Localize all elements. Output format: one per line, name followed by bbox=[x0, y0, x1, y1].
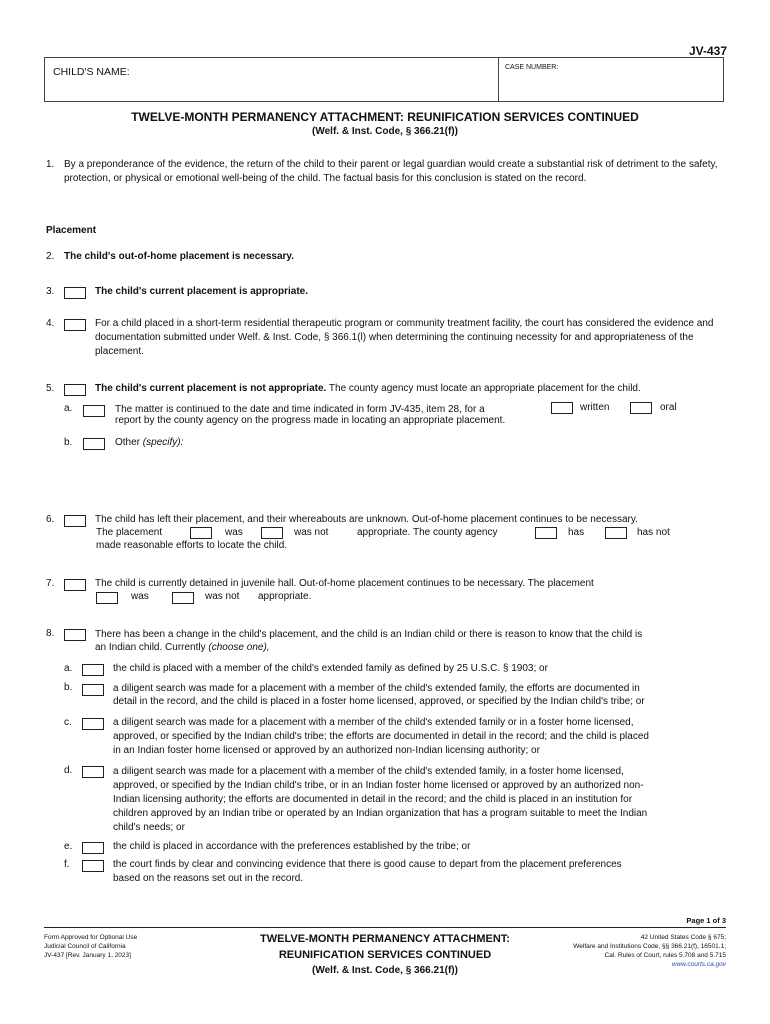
item-8b-line1: a diligent search was made for a placement with a member of the child's extended family, the efforts are documented in bbox=[113, 683, 640, 694]
item-6-was-not-checkbox[interactable] bbox=[261, 527, 283, 539]
item-8f-line2: based on the reasons set out in the record. bbox=[113, 873, 304, 884]
item-8d-line1: a diligent search was made for a placement with a member of the child's extended family, in a foster home licensed, bbox=[113, 766, 624, 777]
case-number-label: CASE NUMBER: bbox=[505, 64, 559, 71]
form-title: TWELVE-MONTH PERMANENCY ATTACHMENT: REUNIFICATION SERVICES CONTINUED bbox=[131, 110, 639, 124]
item-8c-line3: in an Indian foster home licensed or approved by an authorized non-Indian licensing authority; or bbox=[113, 745, 540, 756]
item-5b-text bbox=[115, 436, 183, 450]
item-6-has-checkbox[interactable] bbox=[535, 527, 557, 539]
item-8d-line3: Indian licensing authority; the efforts are documented in detail in the record; and the child is placed in an institution for bbox=[113, 794, 633, 805]
item-8a-checkbox[interactable] bbox=[82, 664, 104, 676]
case-number-field[interactable] bbox=[503, 70, 718, 98]
item-5-checkbox[interactable] bbox=[64, 384, 86, 396]
item-1-number: 1. bbox=[46, 159, 55, 170]
item-6-has-not-checkbox[interactable] bbox=[605, 527, 627, 539]
item-5b-specify-field[interactable] bbox=[115, 452, 715, 507]
item-8c-letter: c. bbox=[64, 717, 72, 728]
item-4-number: 4. bbox=[46, 318, 55, 329]
footer-title-line3: (Welf. & Inst. Code, § 366.21(f)) bbox=[312, 965, 458, 976]
item-8b-letter: b. bbox=[64, 682, 73, 693]
item-6-appropriate-text: appropriate. The county agency bbox=[357, 527, 498, 538]
item-8d-letter: d. bbox=[64, 765, 73, 776]
item-8e-checkbox[interactable] bbox=[82, 842, 104, 854]
item-8e-line: the child is placed in accordance with the preferences established by the tribe; or bbox=[113, 841, 471, 852]
item-6-checkbox[interactable] bbox=[64, 515, 86, 527]
item-7-was-checkbox[interactable] bbox=[96, 592, 118, 604]
item-8b-checkbox[interactable] bbox=[82, 684, 104, 696]
courts-website-link[interactable]: www.courts.ca.gov bbox=[671, 961, 726, 968]
footer-right-line3: Cal. Rules of Court, rules 5.708 and 5.715 bbox=[604, 952, 726, 959]
item-5a-oral-checkbox[interactable] bbox=[630, 402, 652, 414]
caption-divider bbox=[498, 58, 499, 101]
footer-left-line1: Form Approved for Optional Use bbox=[44, 934, 138, 941]
item-8a-line: the child is placed with a member of the child's extended family as defined by 25 U.S.C. § 1903; or bbox=[113, 663, 548, 674]
item-5b-specify: (specify): bbox=[142, 437, 184, 448]
item-8c-checkbox[interactable] bbox=[82, 718, 104, 730]
footer-right-line2: Welfare and Institutions Code, §§ 366.21(f), 16501.1; bbox=[573, 943, 726, 950]
item-7-line1: The child is currently detained in juvenile hall. Out-of-home placement continues to be necessary. The placement bbox=[95, 578, 594, 589]
footer-title-line2: REUNIFICATION SERVICES CONTINUED bbox=[278, 949, 492, 961]
item-6-number: 6. bbox=[46, 514, 55, 525]
form-number: JV-437 bbox=[688, 44, 727, 58]
item-8a-letter: a. bbox=[64, 663, 73, 674]
footer-rule bbox=[44, 927, 726, 928]
item-6-was-checkbox[interactable] bbox=[190, 527, 212, 539]
item-8e-letter: e. bbox=[64, 841, 73, 852]
footer-left-line3: JV-437 [Rev. January 1, 2023] bbox=[44, 952, 131, 959]
item-6-was-label: was bbox=[225, 527, 243, 538]
item-7-checkbox[interactable] bbox=[64, 579, 86, 591]
item-8d-line5: child's needs; or bbox=[113, 822, 185, 833]
item-7-appropriate-text: appropriate. bbox=[258, 591, 312, 602]
item-8-line2-text: an Indian child. Currently bbox=[95, 642, 206, 653]
item-3-number: 3. bbox=[46, 286, 55, 297]
item-7-was-not-label: was not bbox=[205, 591, 240, 602]
item-2-text: The child's out-of-home placement is necessary. bbox=[64, 251, 295, 262]
item-6-was-not-label: was not bbox=[294, 527, 329, 538]
page-number: Page 1 of 3 bbox=[686, 916, 726, 925]
item-5-bold: The child's current placement is not appropriate. bbox=[95, 383, 327, 394]
item-6-placement-label: The placement bbox=[96, 527, 163, 538]
item-6-has-label: has bbox=[568, 527, 585, 538]
form-subtitle: (Welf. & Inst. Code, § 366.21(f)) bbox=[312, 126, 458, 137]
item-7-was-not-checkbox[interactable] bbox=[172, 592, 194, 604]
item-7-number: 7. bbox=[46, 578, 55, 589]
item-8d-checkbox[interactable] bbox=[82, 766, 104, 778]
item-5a-letter: a. bbox=[64, 403, 73, 414]
placement-heading: Placement bbox=[46, 225, 97, 236]
item-4-checkbox[interactable] bbox=[64, 319, 86, 331]
footer-right-line1: 42 United States Code § 675; bbox=[640, 934, 726, 941]
item-7-was-label: was bbox=[131, 591, 149, 602]
child-name-label: CHILD'S NAME: bbox=[53, 66, 130, 78]
item-5a-written-checkbox[interactable] bbox=[551, 402, 573, 414]
item-5b-letter: b. bbox=[64, 437, 73, 448]
item-8b-line2: detail in the record, and the child is placed in a foster home licensed, approved, or specified by the Indian child's tribe; or bbox=[113, 696, 645, 707]
item-3-text: The child's current placement is appropriate. bbox=[95, 286, 308, 297]
item-8f-letter: f. bbox=[64, 859, 70, 870]
item-8-line2 bbox=[95, 641, 270, 655]
item-8f-line1: the court finds by clear and convincing evidence that there is good cause to depart from the placement preferences bbox=[113, 859, 622, 870]
item-2-number: 2. bbox=[46, 251, 55, 262]
item-5a-line2: report by the county agency on the progress made in locating an appropriate placement. bbox=[115, 415, 506, 426]
item-8c-line1: a diligent search was made for a placement with a member of the child's extended family or in a foster home licensed, bbox=[113, 717, 634, 728]
item-5a-oral-label: oral bbox=[660, 402, 677, 413]
item-6-has-not-label: has not bbox=[637, 527, 670, 538]
item-5b-other: Other bbox=[115, 437, 141, 448]
item-8d-line2: approved, or specified by the Indian child's tribe, or in an Indian foster home licensed or approved by an authorized non- bbox=[113, 780, 644, 791]
footer-right bbox=[573, 933, 726, 969]
footer-left bbox=[44, 933, 137, 960]
item-8-checkbox[interactable] bbox=[64, 629, 86, 641]
item-5-rest: The county agency must locate an appropriate placement for the child. bbox=[326, 383, 641, 394]
item-5a-written-label: written bbox=[580, 402, 610, 413]
item-8-number: 8. bbox=[46, 628, 55, 639]
item-5b-checkbox[interactable] bbox=[83, 438, 105, 450]
item-3-checkbox[interactable] bbox=[64, 287, 86, 299]
item-6-line3: made reasonable efforts to locate the child. bbox=[96, 540, 288, 551]
item-1-text: By a preponderance of the evidence, the return of the child to their parent or legal guardian would create a substantial risk of detriment to the safety, protection, or physical or emotional well-being of the child. The factual basis for this conclusion is stated on the record. bbox=[64, 159, 718, 184]
footer-title-line1: TWELVE-MONTH PERMANENCY ATTACHMENT: bbox=[260, 933, 510, 945]
footer-left-line2: Judicial Council of California bbox=[44, 943, 126, 950]
item-5-text bbox=[95, 382, 725, 396]
child-name-field[interactable] bbox=[50, 76, 445, 98]
item-8d-line4: children approved by an Indian tribe or operated by an Indian organization that has a program suitable to meet the Indian bbox=[113, 808, 648, 819]
item-5-number: 5. bbox=[46, 383, 55, 394]
item-8-choose-one: (choose one), bbox=[208, 642, 270, 653]
item-8c-line2: approved, or specified by the Indian child's tribe; the efforts are documented in detail in the record; and the child is placed bbox=[113, 731, 649, 742]
item-5a-checkbox[interactable] bbox=[83, 405, 105, 417]
footer-title bbox=[200, 931, 570, 979]
item-8f-checkbox[interactable] bbox=[82, 860, 104, 872]
item-6-line1: The child has left their placement, and their whereabouts are unknown. Out-of-home placement continues to be necessary. bbox=[95, 514, 638, 525]
item-8-line1: There has been a change in the child's placement, and the child is an Indian child or there is reason to know that the child is bbox=[95, 629, 643, 640]
item-5a-line1: The matter is continued to the date and time indicated in form JV-435, item 28, for a bbox=[115, 404, 485, 415]
item-4-text: For a child placed in a short-term residential therapeutic program or community treatment facility, the court has considered the evidence and documentation submitted under Welf. & Inst. Code, § 366.1(l) when determining the continuing necessity for and appropriateness of the placement. bbox=[95, 318, 714, 357]
